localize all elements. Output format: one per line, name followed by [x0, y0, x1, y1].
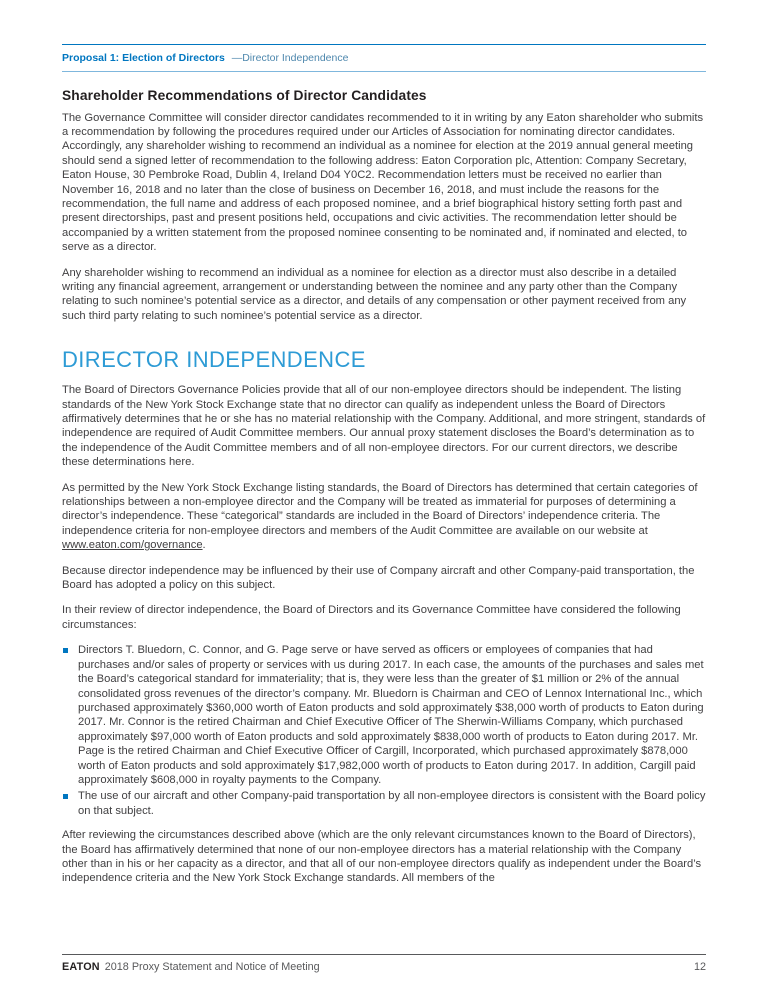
shareholder-paragraph-2: Any shareholder wishing to recommend an individual as a nominee for election as a director must also describe in a detailed writing any financial agreement, arrangement or understanding between the nominee and any party other than the Company relating to such nominee’s potential service as a director, and details of any compensation or other payment received from any such third party relating to such nominee’s potential service as a director. [62, 266, 687, 322]
bullet-square-icon [63, 794, 68, 799]
list-item-text: The use of our aircraft and other Company-paid transportation by all non-employee directors is consistent with the Board policy on that subject. [78, 790, 706, 817]
list-item-text: Directors T. Bluedorn, C. Connor, and G. Page serve or have served as officers or employees of companies that had purchases and/or sales of property or services with us during 2017. In each case, the amounts of the purchases and sales met the Board’s categorical standard for immateriality; that is, they were less than the greater of $1 million or 2% of the annual consolidated gross revenues of the director’s company. Mr. Bluedorn is Chairman and CEO of Lennox International Inc., which purchased approximately $360,000 worth of Eaton products and sold approximately $38,000 worth of products to Eaton during 2017. Mr. Connor is the retired Chairman and Chief Executive Officer of The Sherwin-Williams Company, which purchased approximately $97,000 worth of Eaton products and sold approximately $838,000 worth of products to Eaton during 2017. Mr. Page is the retired Chairman and Chief Executive Officer of Cargill, Incorporated, which purchased approximately $878,000 worth of Eaton products and sold approximately $17,982,000 worth of products to Eaton during 2017. In addition, Cargill paid approximately $608,000 in royalty payments to the Company. [78, 644, 704, 786]
independence-paragraph-2-text: As permitted by the New York Stock Exchange listing standards, the Board of Directors has determined that certain categories of relationships between a non-employee director and the Company will be treated as immaterial for purposes of determining a director’s independence. These “categorical” standards are included in the Board of Directors’ independence criteria. The independence criteria for non-employee directors and members of the Audit Committee are available on our website at [62, 481, 698, 537]
list-item [62, 789, 706, 818]
independence-paragraph-1: The Board of Directors Governance Policies provide that all of our non-employee directors should be independent. The listing standards of the New York Stock Exchange state that no director can qualify as independent unless the Board of Directors affirmatively determines that he or she has no material relationship with the Company. Additional, and more stringent, standards of independence are required of Audit Committee members. Our annual proxy statement discloses the Board’s determination as to the independence of the Audit Committee members and of all non-employee directors. For our current directors, we describe these determinations here. [62, 384, 706, 469]
independence-paragraph-4: In their review of director independence, the Board of Directors and its Governance Committee have considered the following circumstances: [62, 604, 681, 631]
independence-paragraph-3: Because director independence may be influenced by their use of Company aircraft and other Company-paid transportation, the Board has adopted a policy on this subject. [62, 564, 695, 592]
governance-website-link[interactable]: www.eaton.com/governance [62, 539, 203, 552]
independence-paragraph-2 [62, 481, 706, 553]
independence-paragraph-2-suffix: . [202, 539, 206, 552]
footer-page-number: 12 [693, 961, 706, 973]
circumstances-list [62, 643, 706, 818]
list-item [62, 643, 706, 787]
footer-label: 2018 Proxy Statement and Notice of Meeting [104, 961, 320, 973]
shareholder-section-title: Shareholder Recommendations of Director Candidates [62, 87, 427, 103]
breadcrumb-proposal-title: Proposal 1: Election of Directors [62, 52, 225, 64]
independence-paragraph-5: After reviewing the circumstances described above (which are the only relevant circumstances known to the Board of Directors), the Board has affirmatively determined that none of our non-employee directors has a material relationship with the Company other than in his or her capacity as a director, and that all of our non-employee directors qualify as independent under the Board’s independence criteria and the New York Stock Exchange standards. All members of the [62, 829, 702, 885]
bullet-square-icon [63, 648, 68, 653]
header-sub-rule [62, 71, 706, 72]
breadcrumb [62, 45, 706, 71]
page-footer [62, 954, 706, 973]
independence-section-title: DIRECTOR INDEPENDENCE [62, 347, 366, 373]
breadcrumb-subsection: —Director Independence [231, 52, 349, 64]
footer-brand: EATON [62, 961, 100, 973]
shareholder-paragraph-1: The Governance Committee will consider director candidates recommended to it in writing by any Eaton shareholder who submits a recommendation by following the procedures required under our Articles of Association for nominating director candidates. Accordingly, any shareholder wishing to recommend an individual as a nominee for election at the 2019 annual general meeting should send a signed letter of recommendation to the following address: Eaton Corporation plc, Attention: Company Secretary, Eaton House, 30 Pembroke Road, Dublin 4, Ireland D04 Y0C2. Recommendation letters must be received no earlier than November 16, 2018 and no later than the close of business on December 16, 2018, and must include the reasons for the recommendation, the full name and address of each proposed nominee, and a brief biographical history setting forth past and present directorships, past and present positions held, occupations and civic activities. The recommendation letter should be accompanied by a written statement from the proposed nominee consenting to be nominated and, if nominated and elected, to serve as a director. [62, 111, 704, 254]
footer-left [62, 961, 320, 973]
